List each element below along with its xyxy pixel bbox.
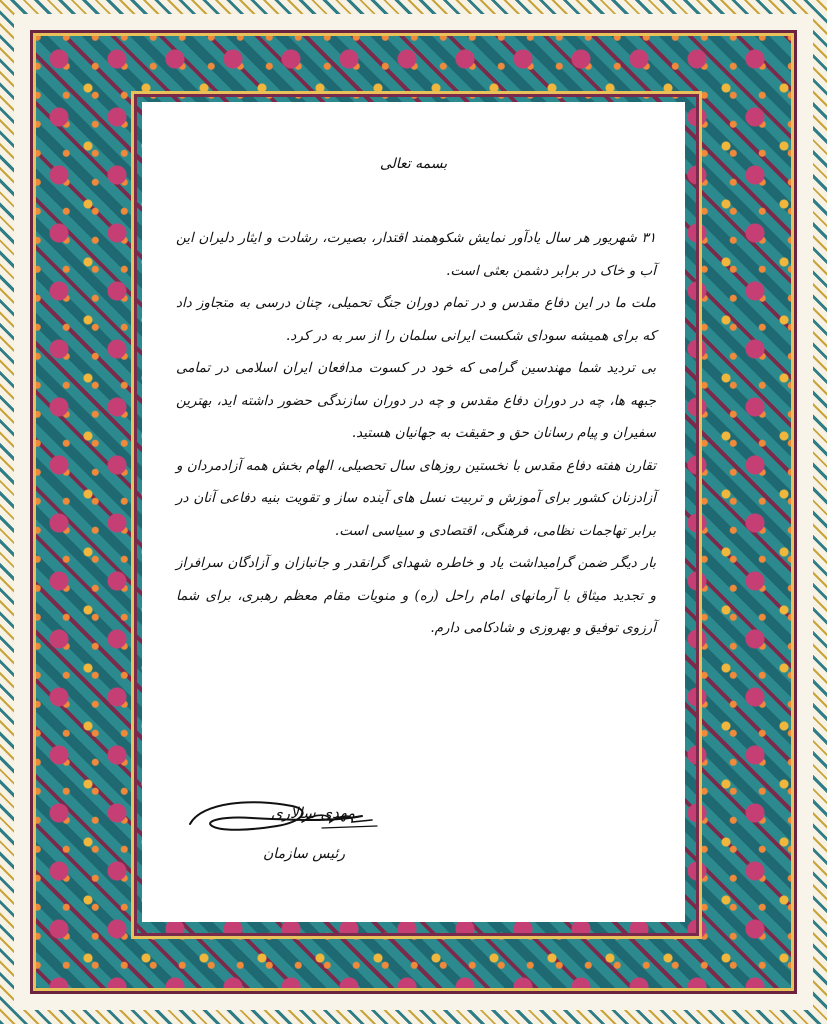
paragraph: تقارن هفته دفاع مقدس با نخستین روزهای سال تحصیلی، الهام بخش همه آزادمردان و آزادزنان کشور برای آموزش و تربیت نسل های آینده ساز و تقویت بنیه دفاعی آنان در برابر تهاجمات نظامی، فرهنگی، اقتصادی و سیاسی است. — [176, 457, 656, 539]
paragraph: ملت ما در این دفاع مقدس و در تمام دوران جنگ تحمیلی، چنان درسی به متجاوز داد که برای همیشه سودای شکست ایرانی سلمان را از سر به در کرد. — [176, 295, 656, 344]
paragraph: ۳۱ شهریور هر سال یادآور نمایش شکوهمند اقتدار، بصیرت، رشادت و ایثار دلیران این آب و خاک در برابر دشمن بعثی است. — [176, 230, 656, 279]
letter-heading: بسمه تعالی — [379, 156, 448, 172]
signer-title: رئیس سازمان — [263, 846, 345, 862]
handwritten-signature — [182, 792, 382, 852]
paragraph: بی تردید شما مهندسین گرامی که خود در کسوت مدافعان ایران اسلامی در تمامی جبهه ها، چه در دوران دفاع مقدس و چه در دوران سازندگی حضور داشته اید، بهترین سفیران و پیام رسانان حق و حقیقت به جهانیان هستید. — [176, 360, 656, 441]
letter-body — [176, 222, 656, 645]
letter-paper — [142, 102, 685, 922]
paragraph: بار دیگر ضمن گرامیداشت یاد و خاطره شهدای گرانقدر و جانبازان و آزادگان سرافراز و تجدید میثاق با آرمانهای امام راحل (ره) و منویات مقام معظم رهبری، برای شما آرزوی توفیق و بهروزی و شادکامی دارم. — [176, 555, 656, 636]
signer-name: مهدی سالاری — [270, 804, 355, 822]
